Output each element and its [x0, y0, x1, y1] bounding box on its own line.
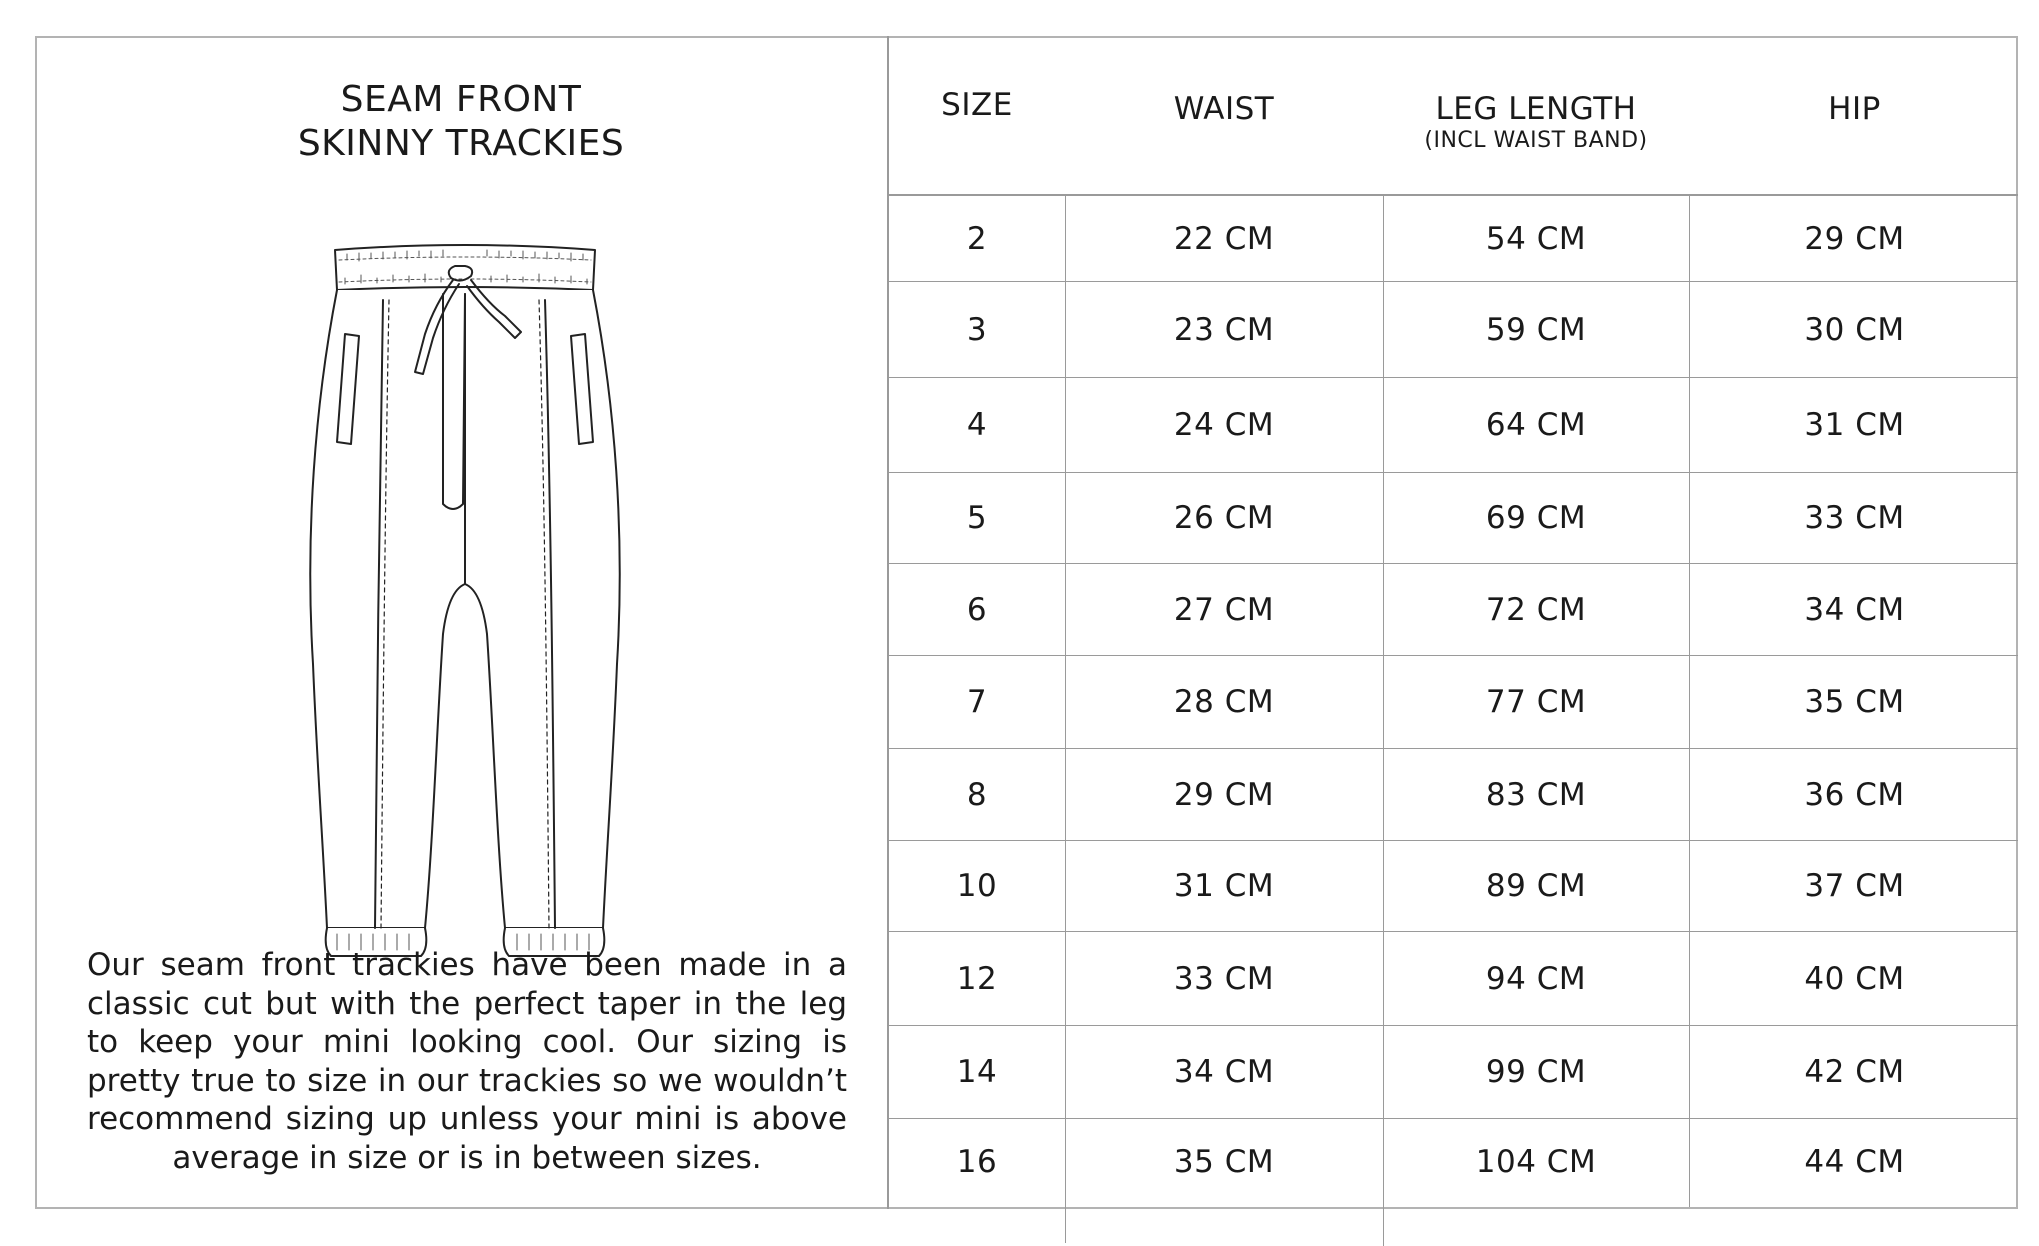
- table-row: [889, 656, 2018, 749]
- hip-cell: 42 CM: [1804, 1054, 1905, 1090]
- product-panel: [35, 36, 887, 1209]
- header-hip-label: HIP: [1828, 91, 1881, 127]
- hip-cell: 33 CM: [1804, 500, 1905, 536]
- leg-length-cell: 89 CM: [1485, 868, 1587, 904]
- waist-cell: 28 CM: [1173, 684, 1275, 720]
- leg-length-cell: 69 CM: [1485, 500, 1587, 536]
- hip-cell: 36 CM: [1804, 776, 1905, 813]
- size-cell: 7: [966, 684, 988, 720]
- size-cell: 2: [966, 220, 988, 257]
- hip-cell: 31 CM: [1804, 407, 1905, 443]
- column-divider: [1065, 196, 1066, 1243]
- waist-cell: 22 CM: [1173, 220, 1275, 257]
- leg-length-cell: 72 CM: [1485, 591, 1587, 628]
- table-header-row: [889, 36, 2018, 196]
- header-hip: [1689, 36, 2020, 196]
- product-title-line-2: SKINNY TRACKIES: [297, 123, 625, 164]
- hip-cell: 29 CM: [1804, 220, 1905, 257]
- product-description: Our seam front trackies have been made in a classic cut but with the perfect taper in the leg to keep your mini looking cool. Our sizing is pretty true to size in our trackies so we wouldn’t recommend sizing up unless your mini is above average in size or is in between sizes.: [87, 947, 847, 1176]
- leg-length-cell: 83 CM: [1485, 776, 1587, 813]
- size-cell: 3: [966, 311, 988, 348]
- size-cell: 4: [966, 407, 988, 443]
- size-cell: 14: [956, 1054, 998, 1090]
- table-row: [889, 473, 2018, 564]
- leg-length-cell: 77 CM: [1485, 684, 1587, 720]
- leg-length-cell: 94 CM: [1485, 960, 1587, 997]
- leg-length-cell: 104 CM: [1475, 1144, 1597, 1180]
- leg-length-cell: 64 CM: [1485, 407, 1587, 443]
- table-row: [889, 841, 2018, 932]
- size-chart-table: [887, 36, 2018, 1209]
- size-cell: 10: [956, 868, 998, 904]
- header-size-label: SIZE: [941, 87, 1013, 123]
- waist-cell: 24 CM: [1173, 407, 1275, 443]
- waist-cell: 27 CM: [1173, 591, 1275, 628]
- header-size: [889, 36, 1065, 196]
- table-row: [889, 196, 2018, 282]
- header-waist: [1065, 36, 1383, 196]
- table-row: [889, 932, 2018, 1026]
- hip-cell: 34 CM: [1804, 591, 1905, 628]
- size-cell: 6: [966, 591, 988, 628]
- table-row: [889, 378, 2018, 473]
- leg-length-cell: 59 CM: [1485, 311, 1587, 348]
- track-pants-drawing-icon: [275, 204, 655, 964]
- table-row: [889, 1026, 2018, 1119]
- header-waist-label: WAIST: [1173, 91, 1275, 127]
- size-cell: 16: [956, 1144, 998, 1180]
- leg-length-cell: 54 CM: [1485, 220, 1587, 257]
- waist-cell: 31 CM: [1173, 868, 1275, 904]
- hip-cell: 30 CM: [1804, 311, 1905, 348]
- size-cell: 12: [956, 960, 998, 997]
- header-leg-length-label: LEG LENGTH: [1435, 91, 1637, 127]
- waist-cell: 33 CM: [1173, 960, 1275, 997]
- header-leg-length: [1383, 36, 1689, 196]
- table-row: [889, 282, 2018, 378]
- product-title: [35, 78, 887, 166]
- waist-cell: 34 CM: [1173, 1054, 1275, 1090]
- hip-cell: 44 CM: [1804, 1144, 1905, 1180]
- leg-length-cell: 99 CM: [1485, 1054, 1587, 1090]
- column-divider: [1689, 196, 1690, 1207]
- column-divider: [1383, 196, 1384, 1246]
- size-cell: 5: [966, 500, 988, 536]
- hip-cell: 35 CM: [1804, 684, 1905, 720]
- product-title-line-1: SEAM FRONT: [340, 79, 582, 120]
- waist-cell: 29 CM: [1173, 776, 1275, 813]
- hip-cell: 40 CM: [1804, 960, 1905, 997]
- waist-cell: 23 CM: [1173, 311, 1275, 348]
- table-row: [889, 1119, 2018, 1205]
- table-row: [889, 564, 2018, 656]
- hip-cell: 37 CM: [1804, 868, 1905, 904]
- waist-cell: 35 CM: [1173, 1144, 1275, 1180]
- table-row: [889, 749, 2018, 841]
- waist-cell: 26 CM: [1173, 500, 1275, 536]
- size-cell: 8: [966, 776, 988, 813]
- header-leg-length-note: (INCL WAIST BAND): [1424, 128, 1648, 153]
